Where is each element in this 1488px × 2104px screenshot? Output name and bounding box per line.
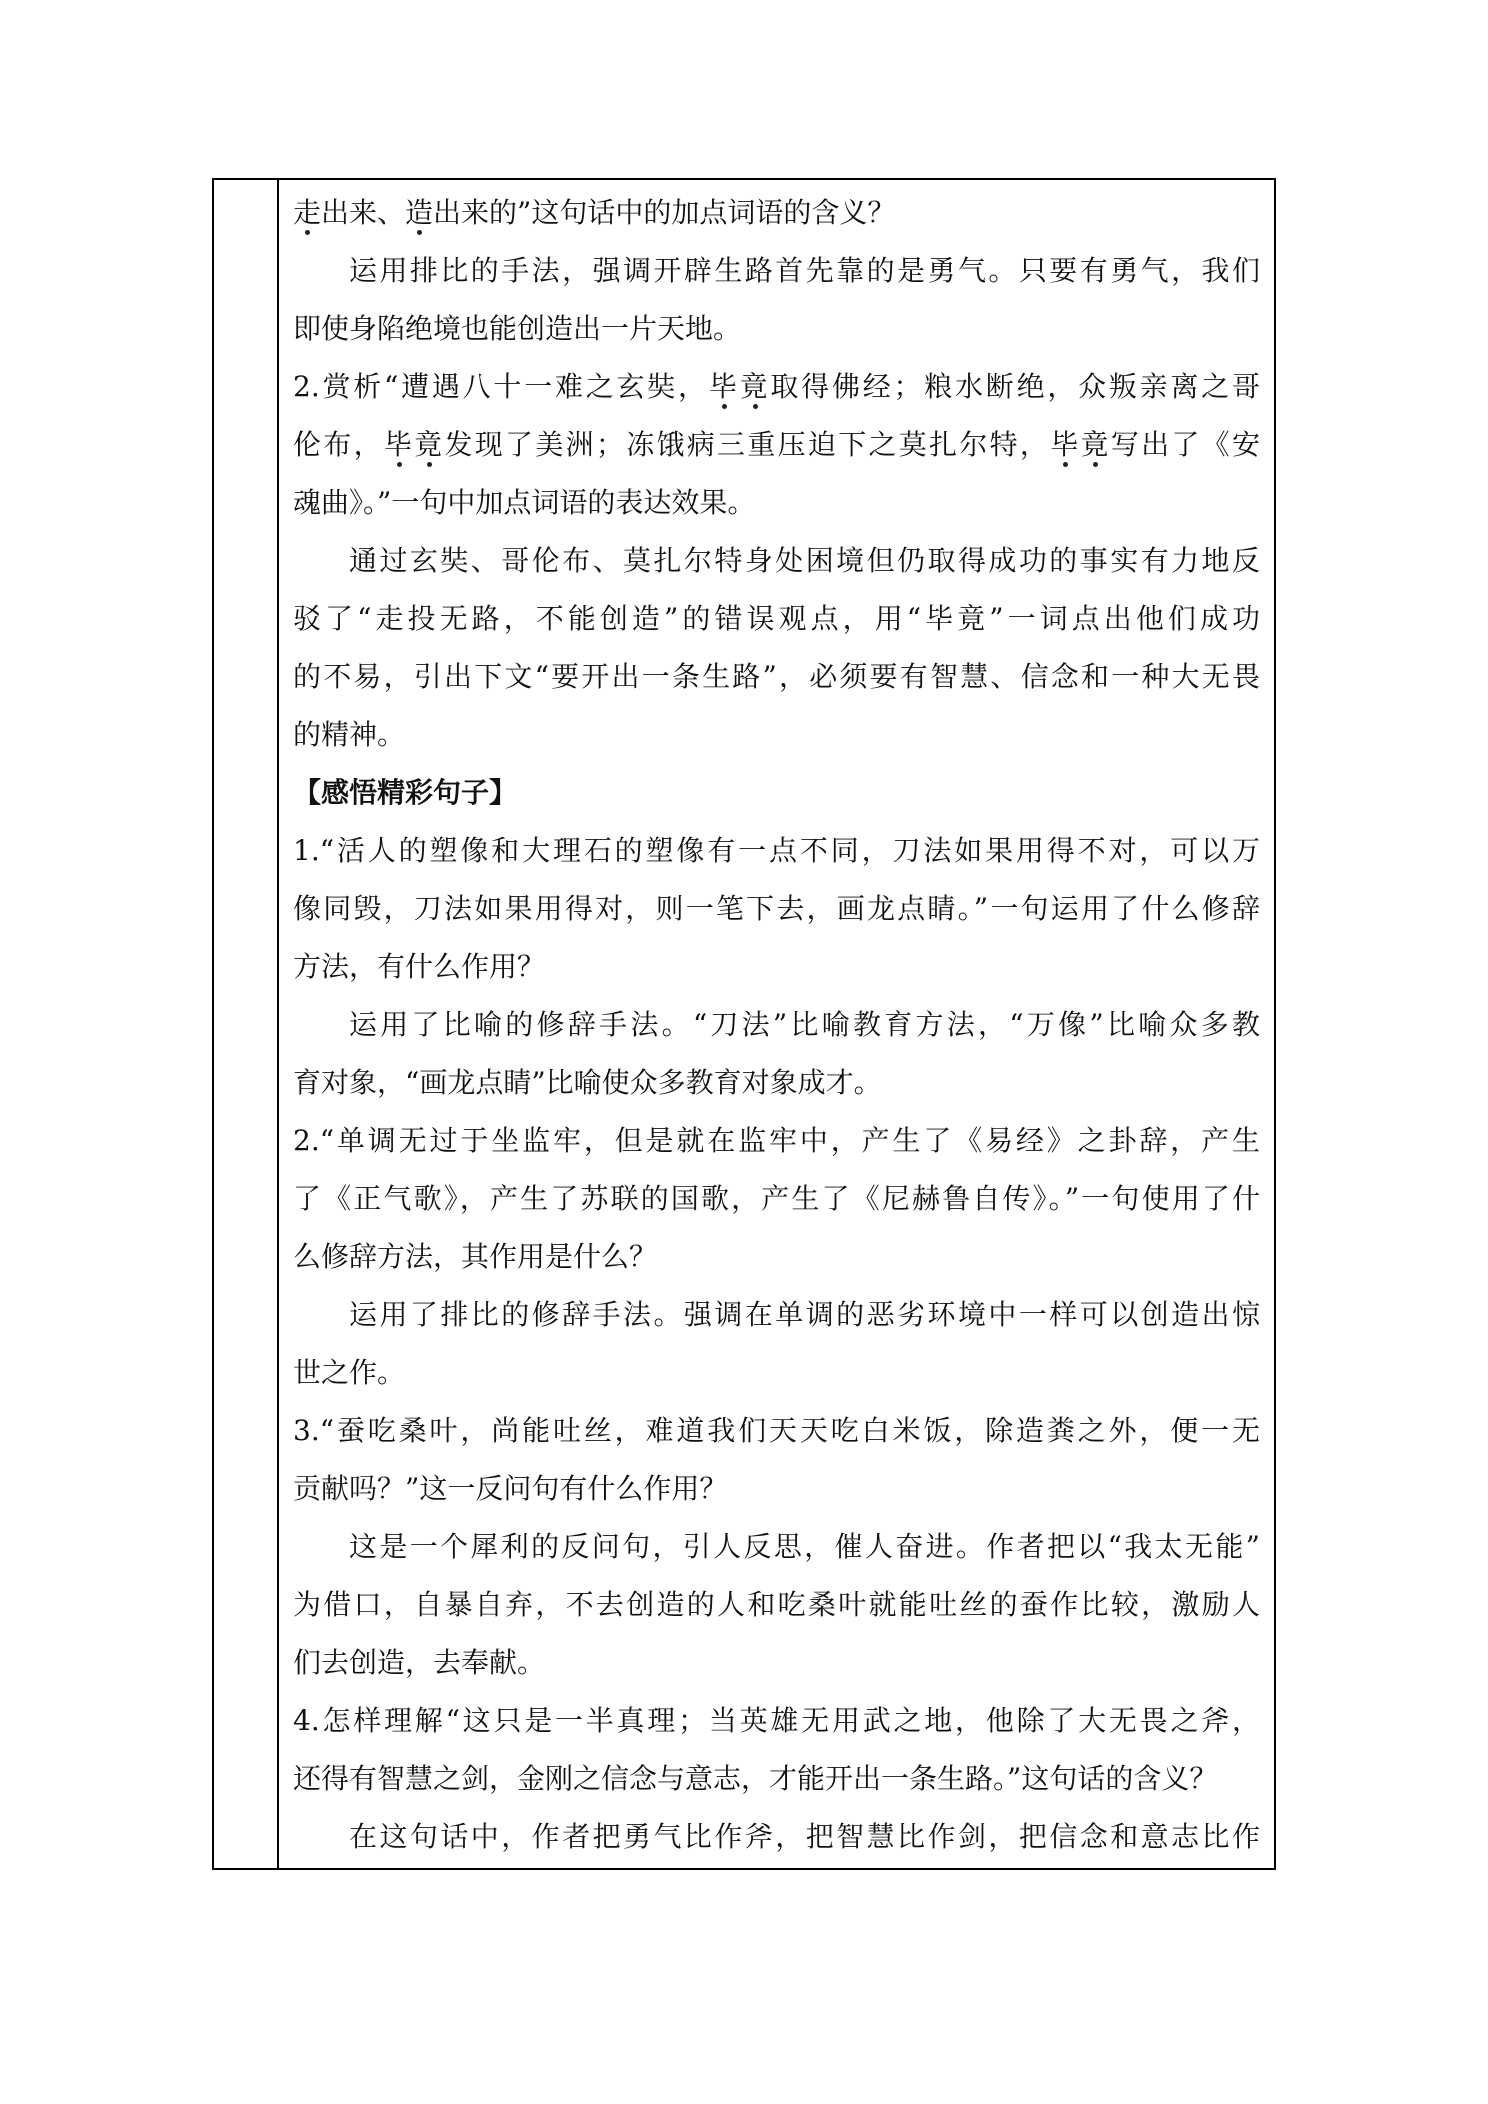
- text-line: 伦布，毕竟发现了美洲；冻饿病三重压迫下之莫扎尔特，毕竟写出了《安: [293, 428, 1260, 461]
- text-line: 了《正气歌》，产生了苏联的国歌，产生了《尼赫鲁自传》。”一句使用了什: [293, 1182, 1260, 1215]
- text-line: 1.“活人的塑像和大理石的塑像有一点不同，刀法如果用得不对，可以万: [293, 834, 1260, 867]
- question-paragraph: [293, 358, 1260, 532]
- question-paragraph: [293, 1112, 1260, 1286]
- emphasized-char: 毕: [383, 428, 415, 461]
- text-line: 4.怎样理解“这只是一半真理；当英雄无用武之地，他除了大无畏之斧，: [293, 1704, 1260, 1737]
- emphasized-char: 毕: [708, 370, 740, 403]
- text-line: 们去创造，去奉献。: [293, 1646, 546, 1679]
- answer-paragraph: [293, 532, 1260, 764]
- text-line: 运用排比的手法，强调开辟生路首先靠的是勇气。只要有勇气，我们: [349, 254, 1260, 287]
- text-line: 驳了“走投无路，不能创造”的错误观点，用“毕竟”一词点出他们成功: [293, 602, 1260, 635]
- text-line: 世之作。: [293, 1356, 406, 1389]
- text-line: 的精神。: [293, 718, 406, 751]
- question-paragraph: [293, 1402, 1260, 1518]
- text-line: 魂曲》。”一句中加点词语的表达效果。: [293, 486, 756, 519]
- text-line: 贡献吗？”这一反问句有什么作用？: [293, 1472, 728, 1505]
- text-line: 这是一个犀利的反问句，引人反思，催人奋进。作者把以“我太无能”: [349, 1530, 1260, 1563]
- text-line: 即使身陷绝境也能创造出一片天地。: [293, 312, 742, 345]
- text-line: 为借口，自暴自弃，不去创造的人和吃桑叶就能吐丝的蚕作比较，激励人: [293, 1588, 1260, 1621]
- text-line: 像同毁，刀法如果用得对，则一笔下去，画龙点睛。”一句运用了什么修辞: [293, 892, 1260, 925]
- text-line: 2.赏析“遭遇八十一难之玄奘，毕竟取得佛经；粮水断绝，众叛亲离之哥: [293, 370, 1260, 403]
- text-line: 通过玄奘、哥伦布、莫扎尔特身处困境但仍取得成功的事实有力地反: [349, 544, 1260, 577]
- question-paragraph: [293, 184, 1260, 242]
- text-line: 么修辞方法，其作用是什么？: [293, 1240, 658, 1273]
- emphasized-char: 造: [405, 196, 434, 229]
- text-line: 的不易，引出下文“要开出一条生路”，必须要有智慧、信念和一种大无畏: [293, 660, 1260, 693]
- answer-paragraph: [293, 242, 1260, 358]
- emphasized-char: 走: [293, 196, 322, 229]
- answer-table: [212, 178, 1276, 1870]
- text-line: 运用了比喻的修辞手法。“刀法”比喻教育方法，“万像”比喻众多教: [349, 1008, 1260, 1041]
- text-line: 2.“单调无过于坐监牢，但是就在监牢中，产生了《易经》之卦辞，产生: [293, 1124, 1260, 1157]
- emphasized-char: 竟: [739, 370, 771, 403]
- text-line: 方法，有什么作用？: [293, 950, 546, 983]
- text-line: 还得有智慧之剑，金刚之信念与意志，才能开出一条生路。”这句话的含义？: [293, 1762, 1218, 1795]
- answer-paragraph: [293, 1286, 1260, 1402]
- emphasized-char: 竟: [1080, 428, 1111, 461]
- answer-paragraph: [293, 1808, 1260, 1866]
- emphasized-char: 竟: [414, 428, 445, 461]
- emphasized-char: 毕: [1050, 428, 1081, 461]
- content-cell: [279, 180, 1274, 1868]
- answer-paragraph: [293, 1518, 1260, 1692]
- text-line: 3.“蚕吃桑叶，尚能吐丝，难道我们天天吃白米饭，除造粪之外，便一无: [293, 1414, 1260, 1447]
- text-line: 运用了排比的修辞手法。强调在单调的恶劣环境中一样可以创造出惊: [349, 1298, 1260, 1331]
- text-line: 育对象，“画龙点睛”比喻使众多教育对象成才。: [293, 1066, 882, 1099]
- text-line: 走出来、造出来的”这句话中的加点词语的含义？: [293, 196, 896, 229]
- text-line: 在这句话中，作者把勇气比作斧，把智慧比作剑，把信念和意志比作: [349, 1820, 1260, 1853]
- answer-paragraph: [293, 996, 1260, 1112]
- text-line: 【感悟精彩句子】: [293, 776, 518, 809]
- label-column: [214, 180, 279, 1868]
- question-paragraph: [293, 822, 1260, 996]
- question-paragraph: [293, 1692, 1260, 1808]
- section-heading: [293, 764, 1260, 822]
